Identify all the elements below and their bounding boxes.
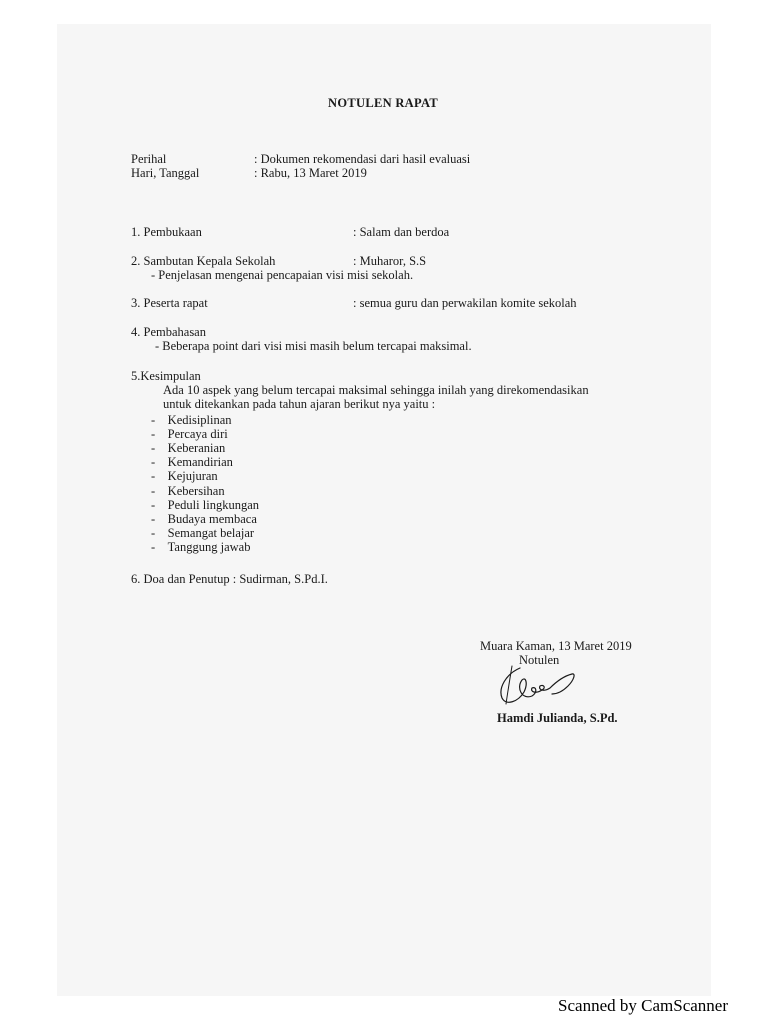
pembahasan-label: 4. Pembahasan <box>131 325 206 339</box>
hari-label: Hari, Tanggal <box>131 166 200 180</box>
aspek-text: Peduli lingkungan <box>167 498 259 512</box>
kesimpulan-line1: Ada 10 aspek yang belum tercapai maksimal sehingga inilah yang direkomendasikan <box>163 383 589 397</box>
aspek-text: Percaya diri <box>167 427 228 441</box>
sambutan-note: - Penjelasan mengenai pencapaian visi misi sekolah. <box>151 268 414 282</box>
perihal-label: Perihal <box>131 152 167 166</box>
signature-place-date: Muara Kaman, 13 Maret 2019 <box>480 639 632 653</box>
aspek-text: Tanggung jawab <box>167 540 251 554</box>
aspek-text: Budaya membaca <box>167 512 257 526</box>
aspek-text: Kebersihan <box>167 484 225 498</box>
perihal-value: : Dokumen rekomendasi dari hasil evaluasi <box>254 152 471 166</box>
peserta-label: 3. Peserta rapat <box>131 296 208 310</box>
hari-value: : Rabu, 13 Maret 2019 <box>254 166 367 180</box>
aspek-item: - Tanggung jawab <box>151 540 251 554</box>
handwritten-signature <box>492 664 582 710</box>
kesimpulan-label: 5.Kesimpulan <box>131 369 201 383</box>
aspek-text: Semangat belajar <box>167 526 255 540</box>
scanner-watermark: Scanned by CamScanner <box>558 996 728 1015</box>
aspek-item: - Kejujuran <box>151 469 218 483</box>
aspek-item: - Keberanian <box>151 441 226 455</box>
signature-name: Hamdi Julianda, S.Pd. <box>497 711 618 725</box>
aspek-item: - Peduli lingkungan <box>151 498 259 512</box>
aspek-item: - Budaya membaca <box>151 512 257 526</box>
doa-penutup: 6. Doa dan Penutup : Sudirman, S.Pd.I. <box>131 572 328 586</box>
pembahasan-note: - Beberapa point dari visi misi masih belum tercapai maksimal. <box>155 339 472 353</box>
aspek-text: Keberanian <box>167 441 226 455</box>
kesimpulan-line2: untuk ditekankan pada tahun ajaran berikut nya yaitu : <box>163 397 436 411</box>
sambutan-label: 2. Sambutan Kepala Sekolah <box>131 254 276 268</box>
aspek-text: Kejujuran <box>167 469 218 483</box>
signature-role: Notulen <box>519 653 560 667</box>
aspek-item: - Semangat belajar <box>151 526 255 540</box>
aspek-item: - Percaya diri <box>151 427 228 441</box>
aspek-text: Kedisiplinan <box>167 413 232 427</box>
aspek-text: Kemandirian <box>167 455 233 469</box>
pembukaan-label: 1. Pembukaan <box>131 225 202 239</box>
aspek-item: - Kemandirian <box>151 455 233 469</box>
document-title: NOTULEN RAPAT <box>328 96 439 110</box>
peserta-value: : semua guru dan perwakilan komite sekolah <box>353 296 577 310</box>
pembukaan-value: : Salam dan berdoa <box>353 225 450 239</box>
aspek-item: - Kedisiplinan <box>151 413 232 427</box>
sambutan-value: : Muharor, S.S <box>353 254 427 268</box>
aspek-item: - Kebersihan <box>151 484 225 498</box>
